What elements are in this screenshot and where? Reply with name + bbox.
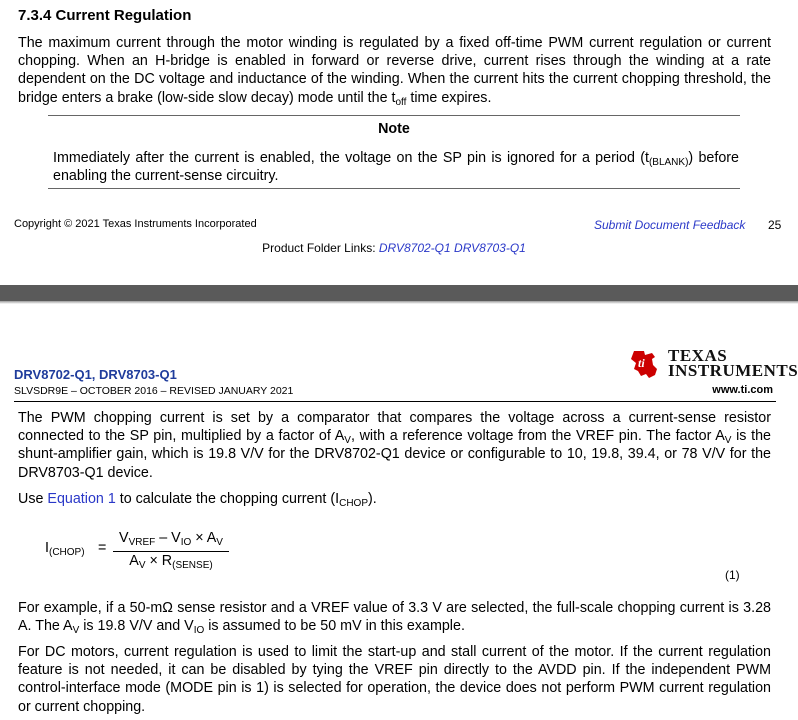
ti-logo-icon	[628, 347, 666, 383]
page-break-shadow	[0, 301, 798, 304]
paragraph-pwm-chopping: The PWM chopping current is set by a comparator that compares the voltage across a current-sense resistor connected to the SP pin, multiplied by a factor of $A_V$, with a reference voltage from the VREF pin. The factor $A_V$ is the shunt-amplifier gain, which is 19.8 V/V for the DRV8702-Q1 device or configurable to 10, 19.8, 39.4, or 78 V/V for the DRV8703-Q1 device.	[18, 410, 772, 481]
website-link[interactable]: www.ti.com	[712, 384, 773, 396]
equation-1-link[interactable]: Equation 1	[47, 491, 116, 507]
equation-number: (1)	[725, 568, 740, 582]
page-break-separator	[0, 285, 798, 301]
product-folder-links: Product Folder Links: DRV8702-Q1 DRV8703-Q1	[262, 241, 526, 255]
note-bottom-divider	[48, 188, 740, 189]
equation-equals: =	[98, 540, 107, 556]
note-text: Immediately after the current is enabled, the voltage on the SP pin is ignored for a period $(t_{(BLANK)})$ before enabling the current-sense circuitry.	[53, 150, 739, 185]
note-title: Note	[378, 121, 410, 137]
paragraph-dc-motors: For DC motors, current regulation is used to limit the start-up and stall current of the motor. If the current regulation feature is not needed, it can be disabled by tying the VREF pin directly to the AVDD pin. If the independent PWM control-interface mode (MODE pin is 1) is selected for operation, the device does not perform PWM current regulation or current chopping.	[18, 644, 771, 715]
paragraph-current-regulation: The maximum current through the motor winding is regulated by a fixed off-time PWM current regulation or current chopping. When an H-bridge is enabled in forward or reverse drive, current rises through the winding at a rate dependent on the DC voltage and inductance of the winding. When the current hits the current chopping threshold, the bridge enters a brake (low-side slow decay) mode until the $t_{off}$ time expires.	[18, 35, 771, 108]
ti-logo-wordmark: TEXAS INSTRUMENTS	[668, 346, 798, 380]
page-number: 25	[768, 218, 782, 232]
product-link-drv8702[interactable]: DRV8702-Q1	[378, 241, 451, 255]
equation-denominator: $A_V \times R_{(SENSE)}$	[129, 553, 213, 571]
submit-feedback-link[interactable]: Submit Document Feedback	[594, 218, 746, 232]
equation-lhs: $I_{(CHOP)}$	[45, 540, 85, 558]
equation-fraction-bar	[113, 551, 229, 552]
header-divider	[14, 401, 776, 402]
equation-numerator: $V_{VREF} - V_{IO} \times A_V$	[119, 530, 223, 548]
paragraph-use-equation: Use Equation 1 to calculate the chopping current $(I_{CHOP})$.	[18, 491, 377, 509]
product-link-drv8703[interactable]: DRV8703-Q1	[454, 241, 526, 255]
section-title: 7.3.4 Current Regulation	[18, 7, 192, 24]
copyright-notice: Copyright © 2021 Texas Instruments Incorporated	[14, 218, 257, 230]
document-title: DRV8702-Q1, DRV8703-Q1	[14, 367, 177, 382]
note-top-divider	[48, 115, 740, 116]
paragraph-example: For example, if a 50-mΩ sense resistor and a VREF value of 3.3 V are selected, the full-scale chopping current is 3.28 A. The $A_V$ is 19.8 V/V and $V_{IO}$ is assumed to be 50 mV in this example.	[18, 600, 771, 637]
document-revision: SLVSDR9E – OCTOBER 2016 – REVISED JANUARY 2021	[14, 385, 294, 397]
svg-text:ti: ti	[638, 356, 645, 370]
